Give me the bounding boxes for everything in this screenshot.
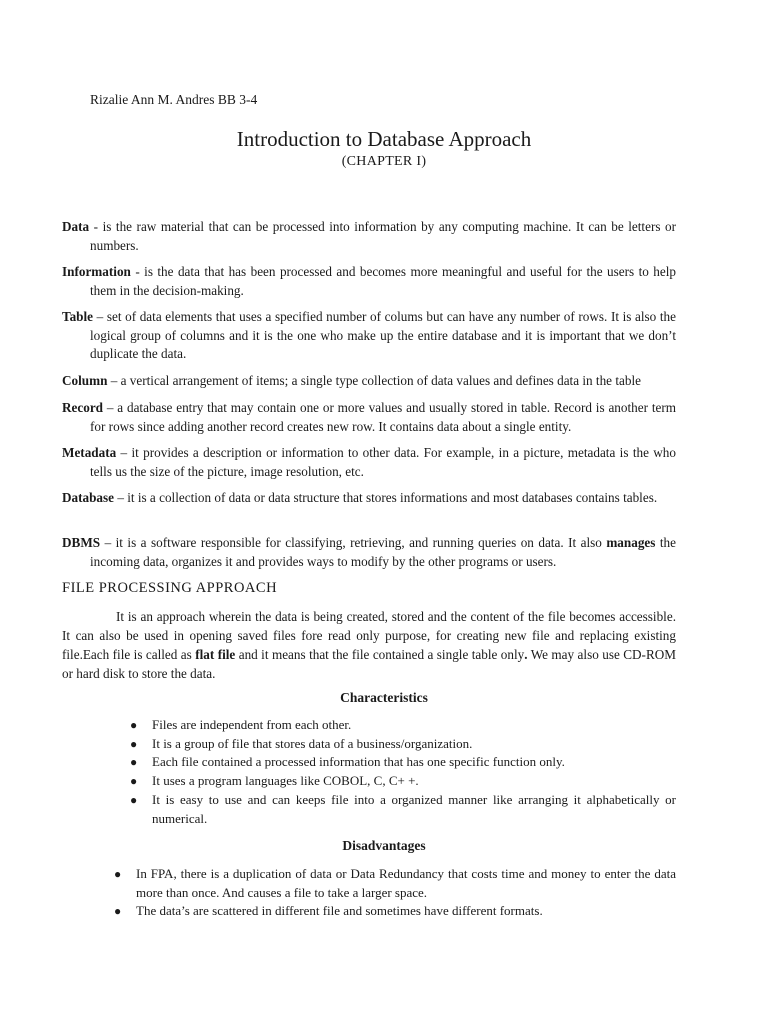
definition-column [62, 372, 676, 391]
list-item: ● The data’s are scattered in different file and sometimes have different formats. [136, 902, 676, 921]
author-line: Rizalie Ann M. Andres BB 3-4 [90, 92, 258, 107]
document-title: Introduction to Database Approach [236, 127, 532, 151]
bullet-icon: ● [114, 904, 122, 919]
bullet-icon: ● [130, 755, 138, 770]
definition-text: - is the raw material that can be processed into information by any computing machine. It can be letters or numbers. [89, 219, 676, 253]
section-heading: FILE PROCESSING APPROACH [62, 580, 278, 596]
list-item: ● In FPA, there is a duplication of data or Data Redundancy that costs time and money to enter the data more than once. And causes a file to take a larger space. [114, 866, 676, 900]
term-information: Information [62, 264, 131, 279]
characteristics-list [130, 716, 676, 828]
definition-data [62, 218, 676, 255]
term-record: Record [62, 400, 104, 415]
section-paragraph: It is an approach wherein the data is being created, stored and the content of the file becomes accessible. It can also be used in opening saved files fore read only purpose, for creating new file and replacing existing file.Each file is called as flat file and it means that the file contained a single table only. We may also use CD-ROM or hard disk to store the data. [62, 609, 676, 681]
definition-text: the incoming data, organizes it and provides ways to modify by the other programs or users. [90, 535, 676, 569]
bullet-icon: ● [130, 736, 138, 751]
definition-database [62, 489, 676, 508]
list-item: ● It uses a program languages like COBOL, C, C+ +. [152, 772, 676, 791]
term-metadata: Metadata [62, 445, 117, 460]
disadvantages-heading: Disadvantages [342, 838, 426, 853]
definition-record [62, 399, 676, 436]
definition-dbms [62, 534, 676, 571]
definition-text: – a database entry that may contain one or more values and usually stored in table. Record is another term for rows since adding another record creates new row. It contains data about a single entity. [90, 400, 676, 434]
term-column: Column [62, 373, 108, 388]
definition-text: - is the data that has been processed and becomes more meaningful and useful for the users to help them in the decision-making. [90, 264, 676, 298]
term-table: Table [62, 309, 94, 324]
definition-text: – it is a software responsible for classifying, retrieving, and running queries on data. It also [100, 535, 607, 550]
definition-text: – it provides a description or information to other data. For example, in a picture, metadata is the who tells us the size of the picture, image resolution, etc. [90, 445, 676, 479]
definition-metadata [62, 444, 676, 481]
list-item: ● It is a group of file that stores data of a business/organization. [152, 735, 676, 754]
term-database: Database [62, 490, 115, 505]
definition-information [62, 263, 676, 300]
disadvantages-list [114, 865, 676, 921]
emphasis-manages: manages [606, 535, 656, 550]
term-data: Data [62, 219, 90, 234]
emphasis-flat-file: flat file [195, 647, 236, 662]
definition-table [62, 308, 676, 364]
bullet-icon: ● [130, 718, 138, 732]
term-dbms: DBMS [62, 535, 101, 550]
definition-text: – set of data elements that uses a specified number of colums but can have any number of rows. It is also the logical group of columns and it is the one who make up the entire database and it is important that we don’t duplicate the data. [90, 309, 676, 361]
bullet-icon: ● [114, 867, 122, 881]
list-item: ● Files are independent from each other. [152, 716, 676, 735]
definition-text: – it is a collection of data or data structure that stores informations and most databases contains tables. [114, 490, 658, 505]
list-item: ● It is easy to use and can keeps file into a organized manner like arranging it alphabetically or numerical. [130, 791, 676, 826]
definition-text: – a vertical arrangement of items; a single type collection of data values and defines data in the table [107, 373, 641, 388]
bullet-icon: ● [130, 792, 138, 807]
list-item: ● Each file contained a processed information that has one specific function only. [152, 753, 676, 772]
bullet-icon: ● [130, 774, 138, 789]
characteristics-heading: Characteristics [340, 690, 428, 705]
document-subtitle: (CHAPTER I) [341, 154, 427, 169]
